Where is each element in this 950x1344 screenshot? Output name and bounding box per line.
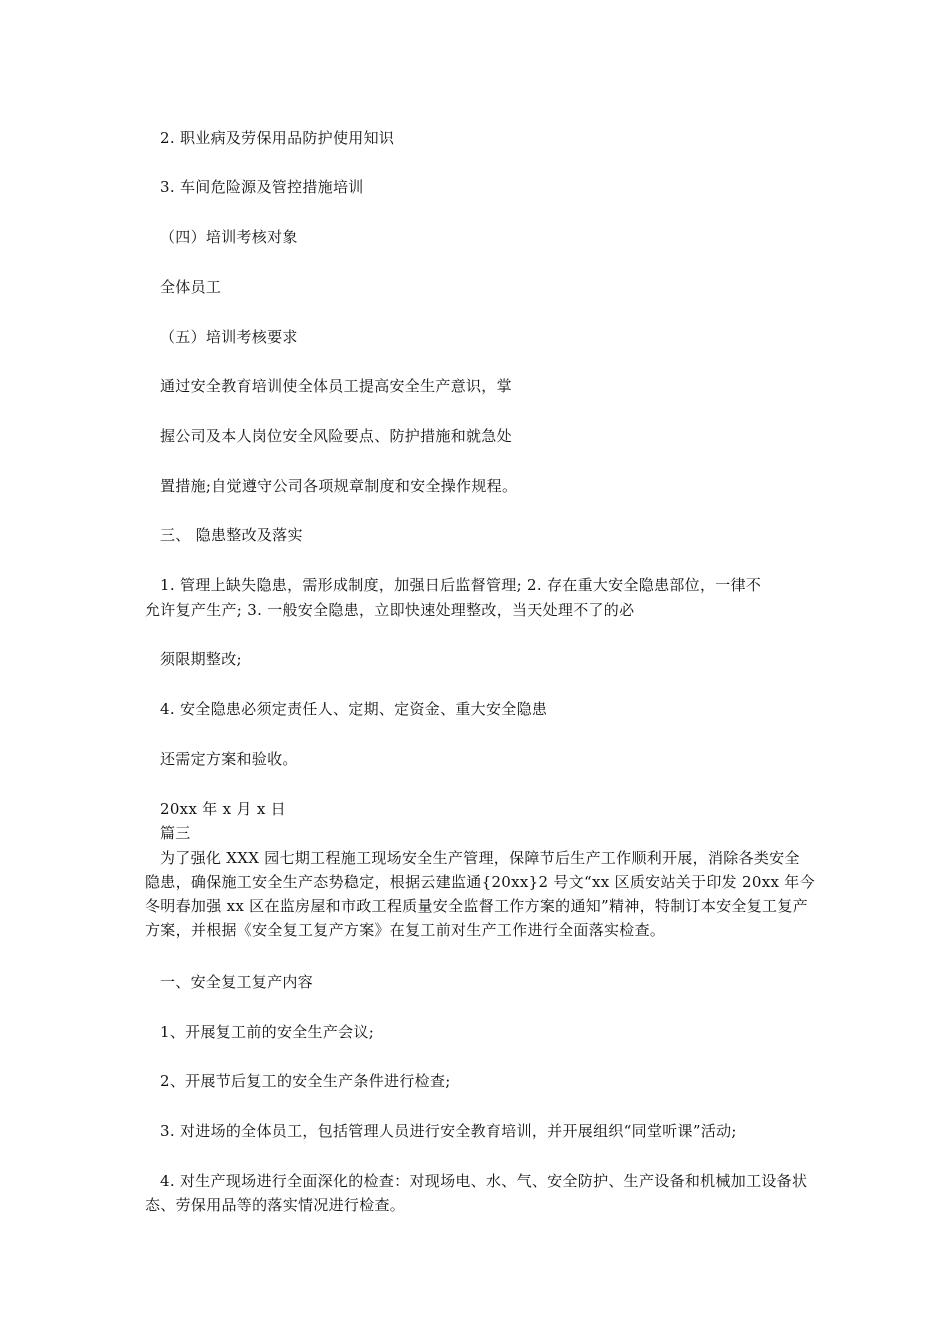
intro-paragraph: 为了强化 XXX 园七期工程施工现场安全生产管理，保障节后生产工作顺利开展，消除各类安全隐患，确保施工安全生产态势稳定，根据云建监通{20xx}2 号文“xx 区质安站关于印发 20xx 年今冬明春加强 xx 区在监房屋和市政工程质量安全监督工作方案的通知”精神，特制订本安全复工复产方案，并根据《安全复工复产方案》在复工前对生产工作进行全面落实检查。 [145, 849, 815, 939]
list-item-hazard-training: 3. 车间危险源及管控措施培训 [160, 178, 364, 196]
paragraph-all-staff: 全体员工 [160, 278, 222, 296]
paragraph-line: 允许复产生产; 3. 一般安全隐患，立即快速处理整改，当天处理不了的必 [145, 601, 635, 619]
list-item-site-inspection: 4. 对生产现场进行全面深化的检查：对现场电、水、气、安全防护、生产设备和机械加工设备状态、劳保用品等的落实情况进行检查。 [145, 1172, 808, 1214]
chapter-title: 篇三 [160, 824, 191, 842]
paragraph-line: 置措施;自觉遵守公司各项规章制度和安全操作规程。 [160, 477, 518, 495]
paragraph-line: 还需定方案和验收。 [160, 750, 298, 768]
paragraph-line: 须限期整改; [160, 650, 242, 668]
paragraph-line: 握公司及本人岗位安全风险要点、防护措施和就急处 [160, 427, 512, 445]
paragraph-line: 4. 安全隐患必须定责任人、定期、定资金、重大安全隐患 [160, 700, 548, 718]
list-item-occupational-disease: 2. 职业病及劳保用品防护使用知识 [160, 129, 395, 147]
paragraph-line: 1. 管理上缺失隐患，需形成制度，加强日后监督管理; 2. 存在重大安全隐患部位，一律不 [160, 576, 762, 594]
document-date: 20xx 年 x 月 x 日 [160, 800, 286, 818]
section-heading-resumption-content: 一、安全复工复产内容 [160, 973, 314, 991]
paragraph-line: 通过安全教育培训使全体员工提高安全生产意识，掌 [160, 377, 512, 395]
section-heading-rectification: 三、 隐患整改及落实 [160, 526, 303, 544]
list-item-condition-check: 2、开展节后复工的安全生产条件进行检查; [160, 1072, 451, 1090]
list-item-safety-meeting: 1、开展复工前的安全生产会议; [160, 1023, 375, 1041]
section-heading-training-requirements: （五）培训考核要求 [160, 328, 298, 346]
section-heading-training-target: （四）培训考核对象 [160, 228, 298, 246]
list-item-staff-training: 3. 对进场的全体员工，包括管理人员进行安全教育培训，并开展组织“同堂听课”活动; [160, 1122, 737, 1140]
